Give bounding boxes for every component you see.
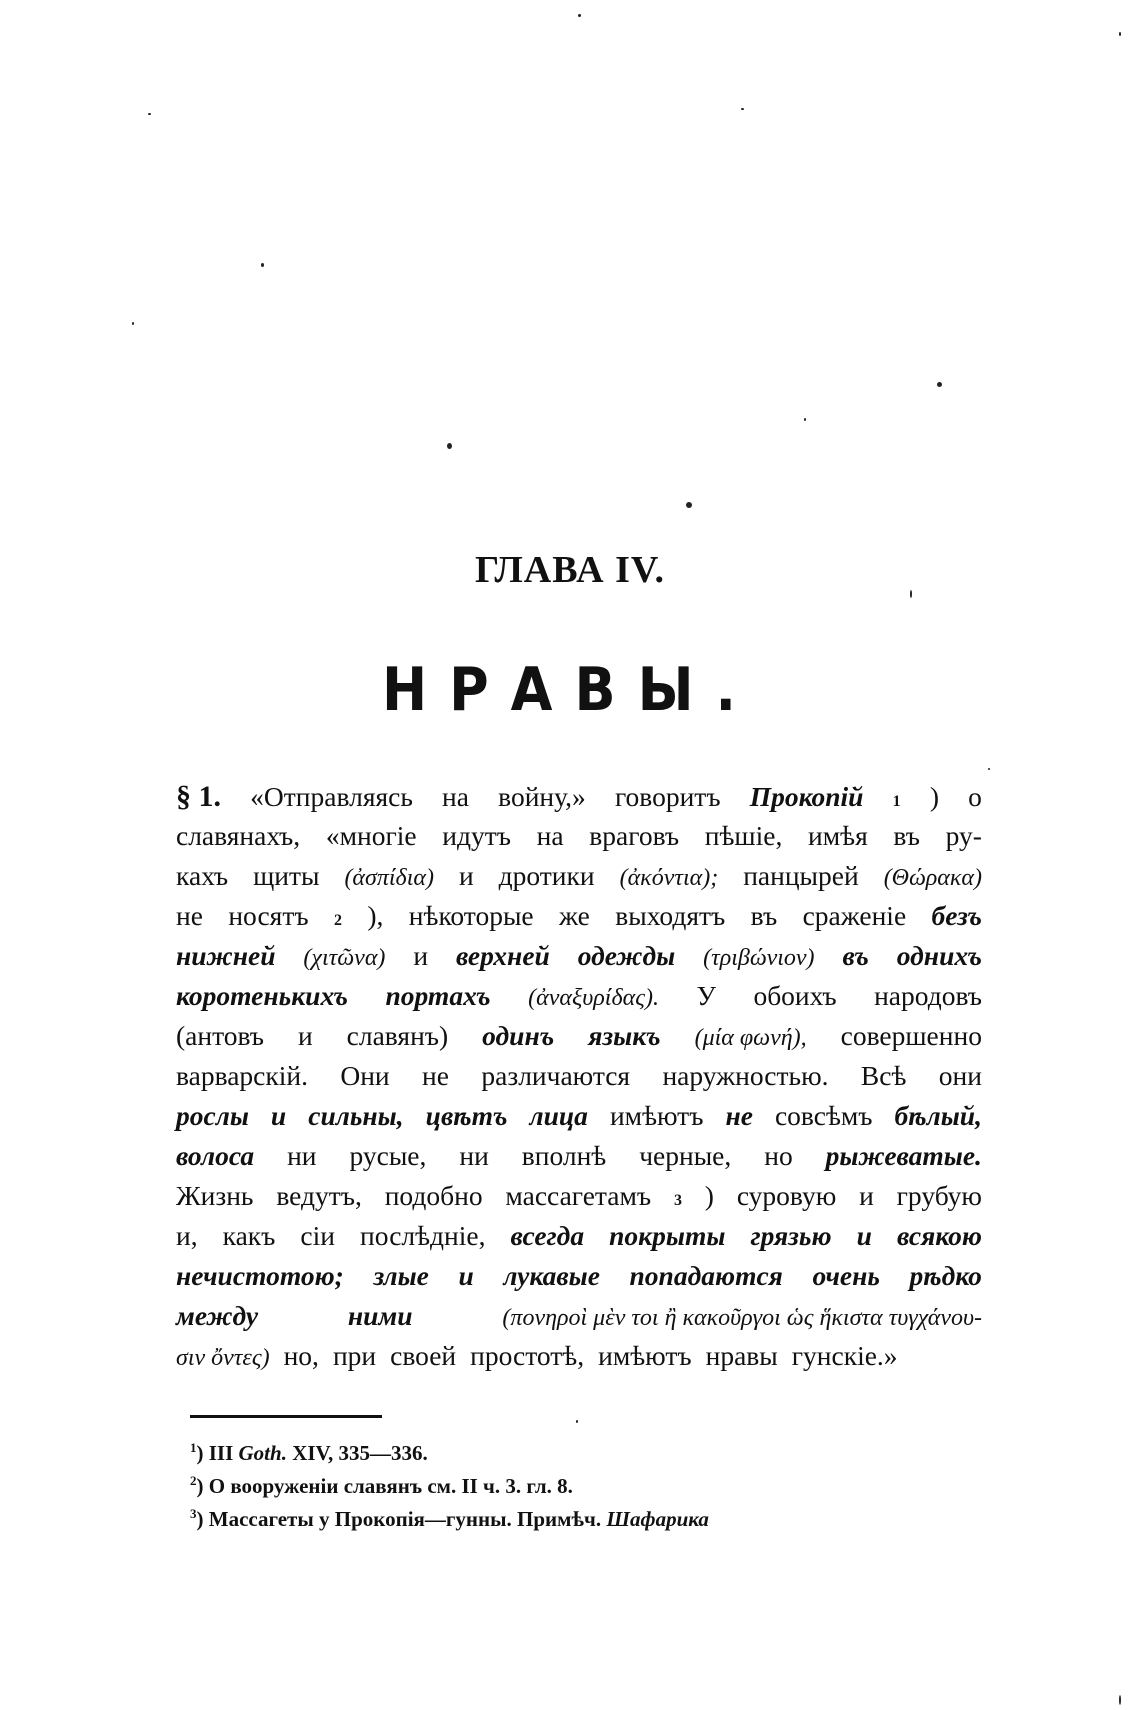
word: рыжеватые. — [825, 1140, 982, 1171]
text-line — [176, 1020, 982, 1060]
footnote-ref: 2 — [333, 912, 342, 929]
word: лица — [529, 1100, 588, 1131]
word: наружностью. — [662, 1060, 829, 1091]
word: выходятъ — [615, 900, 726, 931]
word: народовъ — [874, 980, 982, 1011]
word: сіи — [300, 1220, 335, 1251]
word: простотѣ, — [470, 1340, 585, 1371]
word: но — [764, 1140, 793, 1171]
word: рослы — [176, 1100, 249, 1131]
footnote-ref: 1 — [892, 793, 901, 810]
text-line — [176, 1260, 982, 1300]
text-line — [176, 820, 982, 860]
word: портахъ — [385, 980, 491, 1011]
footnote-text: Goth. — [238, 1441, 287, 1465]
word: (πονηροὶ μὲν τοι ἢ κακοῦργοι ὡς ἥκιστα τυγχάνου- — [502, 1305, 982, 1331]
word: языкъ — [588, 1020, 661, 1051]
word: войну,» — [498, 781, 586, 812]
word: имѣютъ — [598, 1340, 692, 1371]
text-line — [176, 1140, 982, 1180]
footnote-number: 2 — [190, 1473, 197, 1488]
word: и — [856, 1220, 872, 1251]
word: на — [442, 781, 469, 812]
word: и, — [176, 1220, 198, 1251]
word: и — [413, 940, 429, 971]
word: и — [859, 1180, 874, 1211]
word: грязью — [750, 1220, 832, 1251]
word: сильны, — [308, 1100, 404, 1131]
text-line — [176, 1180, 982, 1220]
word: дротики — [498, 860, 595, 891]
word: суровую — [736, 1180, 837, 1211]
word: (Θώρακα) — [883, 865, 982, 891]
word: Жизнь — [176, 1180, 254, 1211]
word: какъ — [222, 1220, 276, 1251]
footnote-text: Шафарика — [606, 1507, 709, 1531]
scan-speck — [578, 14, 581, 17]
word: щиты — [253, 860, 320, 891]
word: (χιτῶνα) — [303, 945, 386, 971]
word: всегда — [510, 1220, 585, 1251]
footnote-text: ) III — [196, 1441, 239, 1465]
text-line — [176, 780, 982, 820]
text-line — [176, 900, 982, 940]
word: одинъ — [482, 1020, 555, 1051]
scan-speck — [261, 263, 264, 267]
word: нечистотою; — [176, 1260, 344, 1291]
word: лукавые — [503, 1260, 600, 1291]
word: имѣютъ — [609, 1100, 704, 1131]
scan-speck — [686, 502, 692, 508]
word: славянъ) — [346, 1020, 449, 1051]
word: въ — [893, 820, 920, 851]
footnote — [190, 1473, 970, 1506]
scan-speck — [447, 443, 452, 449]
word: ними — [347, 1300, 413, 1331]
word: славянахъ, — [176, 820, 301, 851]
word: между — [176, 1300, 259, 1331]
word: нижней — [176, 940, 276, 971]
word: совершенно — [840, 1020, 982, 1051]
word: на — [536, 820, 564, 851]
word: «Отправляясь — [250, 781, 413, 812]
word: ) — [929, 781, 939, 812]
text-line — [176, 1220, 982, 1260]
word: при — [332, 1340, 377, 1371]
word: «многіе — [325, 820, 417, 851]
word: носятъ — [228, 900, 309, 931]
word: въ — [842, 940, 869, 971]
word: (ἀκόντια); — [619, 865, 719, 891]
word: своей — [390, 1340, 457, 1371]
word: имѣя — [808, 820, 868, 851]
word: пѣшіе, — [704, 820, 783, 851]
text-line — [176, 1300, 982, 1340]
word: (ἀναξυρίδας). — [528, 985, 659, 1011]
word: панцырей — [743, 860, 859, 891]
word: верхней — [455, 940, 550, 971]
word: не — [422, 1060, 449, 1091]
footnote-ref: 3 — [673, 1192, 682, 1209]
scan-speck — [937, 382, 942, 387]
word: (τριβώνιον) — [703, 945, 815, 971]
word: Прокопій — [749, 781, 864, 812]
scan-speck — [804, 418, 806, 421]
word: (μία φωνή), — [694, 1025, 807, 1051]
scan-speck — [741, 108, 744, 110]
word: они — [938, 1060, 982, 1091]
word: кахъ — [176, 860, 229, 891]
word: очень — [812, 1260, 880, 1291]
word: сраженіе — [802, 900, 907, 931]
word: и — [270, 1100, 287, 1131]
text-line — [176, 980, 982, 1020]
chapter-title: НРАВЫ. — [381, 655, 759, 725]
word: ни — [287, 1140, 317, 1171]
word: ни — [459, 1140, 489, 1171]
scan-speck — [576, 1420, 578, 1423]
text-line — [176, 940, 982, 980]
word: ), — [367, 900, 384, 931]
word: враговъ — [589, 820, 680, 851]
scan-speck — [1119, 32, 1121, 36]
word: нравы — [705, 1340, 778, 1371]
word: нѣкоторые — [408, 900, 534, 931]
footnote — [190, 1506, 970, 1539]
word: черные, — [639, 1140, 732, 1171]
word: не — [725, 1100, 753, 1131]
word: ведутъ, — [276, 1180, 362, 1211]
word: но, — [283, 1340, 319, 1371]
word: массагетамъ — [505, 1180, 652, 1211]
footnote-number: 3 — [190, 1506, 197, 1521]
word: же — [559, 900, 590, 931]
word: У — [696, 980, 716, 1011]
word: и — [458, 860, 474, 891]
word: не — [176, 900, 203, 931]
footnote-text: ) Массагеты у Прокопія—гунны. Примѣч. — [196, 1507, 607, 1531]
text-line — [176, 1060, 982, 1100]
word: вполнѣ — [521, 1140, 607, 1171]
footnote-number: 1 — [190, 1440, 197, 1455]
text-line — [176, 1340, 982, 1380]
word: рѣдко — [909, 1260, 982, 1291]
word: безъ — [931, 900, 982, 931]
word: всякою — [896, 1220, 982, 1251]
scan-speck — [132, 322, 134, 325]
word: обоихъ — [753, 980, 837, 1011]
footnote-text: ) О вооруженіи славянъ см. II ч. 3. гл. 8. — [196, 1474, 573, 1498]
word: говоритъ — [614, 781, 721, 812]
word: покрыты — [609, 1220, 726, 1251]
word: § 1. — [176, 780, 221, 813]
word: коротенькихъ — [176, 980, 348, 1011]
footnote — [190, 1440, 970, 1473]
word: ) — [704, 1180, 714, 1211]
word: однихъ — [896, 940, 982, 971]
word: попадаются — [629, 1260, 783, 1291]
footnote-divider — [190, 1415, 382, 1418]
footnote-text: XIV, 335—336. — [286, 1441, 428, 1465]
word: различаются — [481, 1060, 631, 1091]
word: варварскій. — [176, 1060, 308, 1091]
scan-speck — [148, 113, 151, 115]
text-line — [176, 860, 982, 900]
word: одежды — [577, 940, 676, 971]
word: бѣлый, — [894, 1100, 982, 1131]
word: (антовъ — [176, 1020, 265, 1051]
scan-speck — [1119, 1695, 1121, 1705]
word: и — [458, 1260, 474, 1291]
word: злые — [373, 1260, 429, 1291]
scan-speck — [988, 768, 990, 770]
word: послѣдніе, — [360, 1220, 486, 1251]
word: Они — [340, 1060, 390, 1091]
chapter-heading: ГЛАВА IV. — [475, 549, 665, 591]
word: σιν ὄντες) — [176, 1345, 270, 1371]
word: въ — [750, 900, 778, 931]
word: подобно — [384, 1180, 483, 1211]
word: о — [968, 781, 982, 812]
word: и — [297, 1020, 313, 1051]
word: русые, — [349, 1140, 427, 1171]
word: идутъ — [442, 820, 511, 851]
text-line — [176, 1100, 982, 1140]
word: грубую — [896, 1180, 982, 1211]
word: ру- — [945, 820, 982, 851]
footnotes — [190, 1440, 970, 1539]
word: Всѣ — [860, 1060, 907, 1091]
word: гунскіе.» — [791, 1340, 898, 1371]
word: совсѣмъ — [774, 1100, 873, 1131]
word: волоса — [176, 1140, 255, 1171]
word: цвѣтъ — [425, 1100, 508, 1131]
word: (ἀσπίδια) — [344, 865, 434, 891]
body-paragraph — [176, 780, 982, 1380]
